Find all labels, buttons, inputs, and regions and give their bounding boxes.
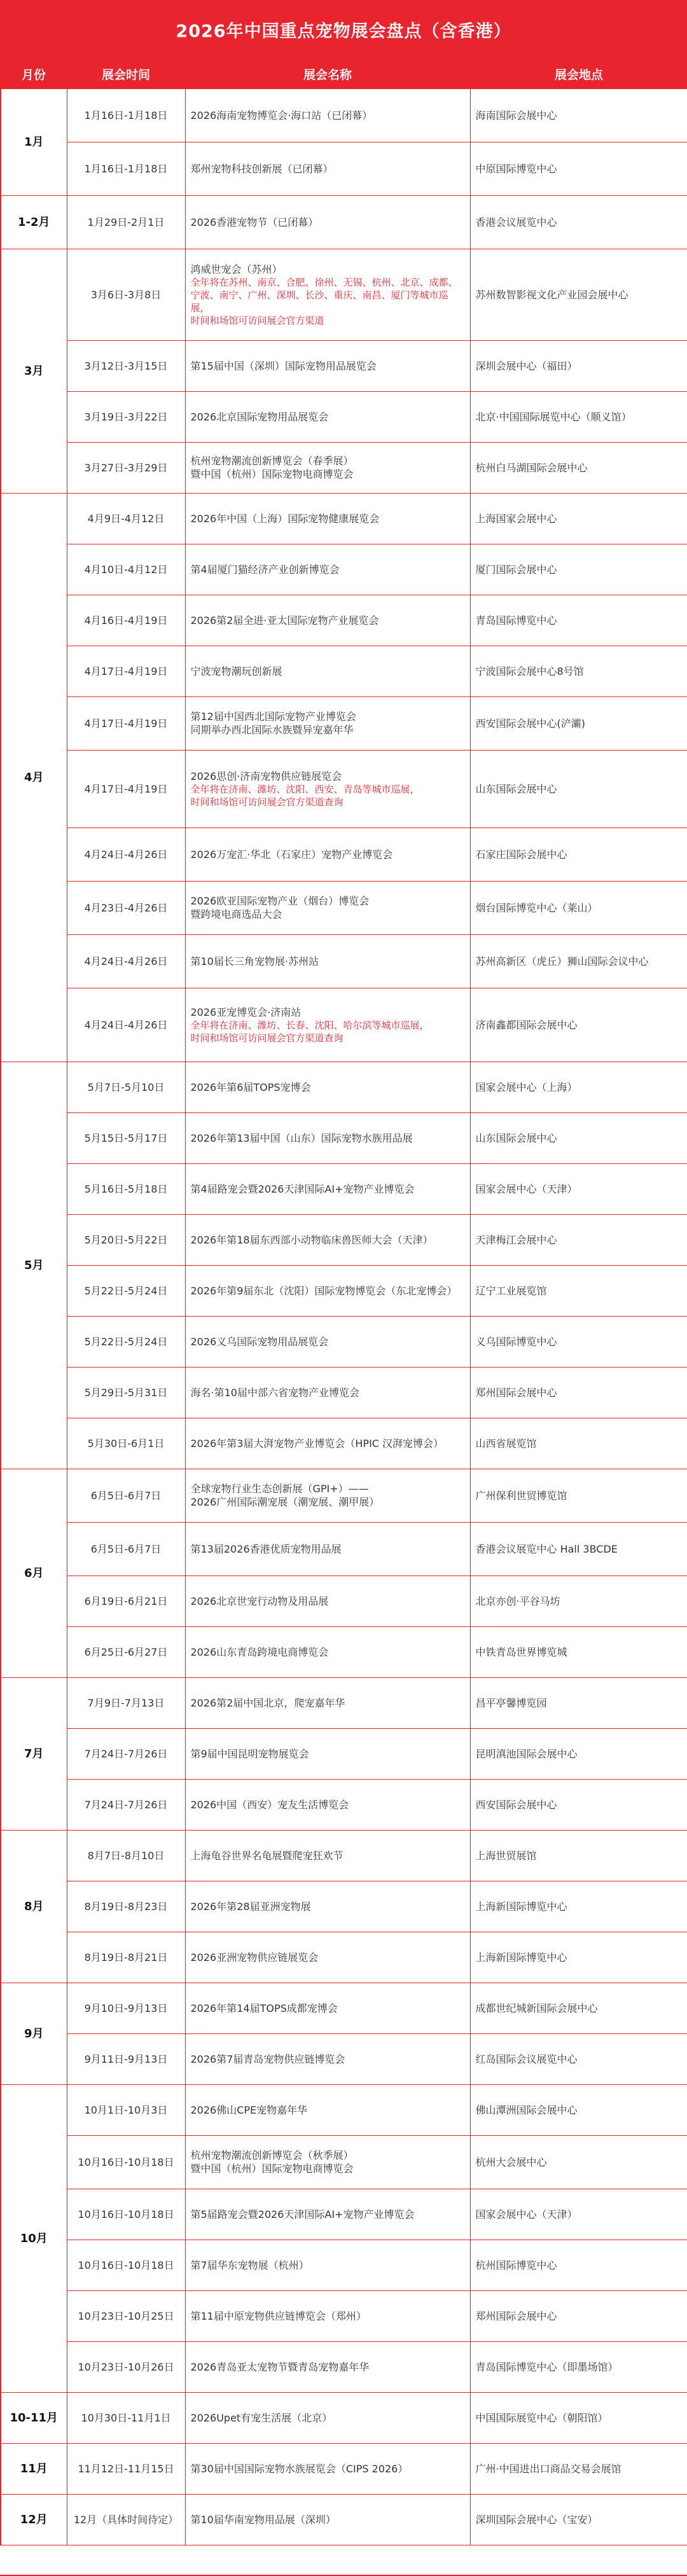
expo-table-container — [0, 59, 687, 2545]
expo-name-cell — [185, 1830, 470, 1881]
table-row — [1, 88, 687, 142]
tour-note: 全年将在苏州、南京、合肥、徐州、无锡、杭州、北京、成都、宁波、南宁、广州、深圳、长沙、重庆、南昌、厦门等城市巡展， — [190, 276, 458, 314]
table-row — [1, 1522, 687, 1575]
date-cell: 5月16日-5月18日 — [67, 1163, 185, 1214]
date-cell: 7月24日-7月26日 — [67, 1728, 185, 1779]
expo-name-cell — [185, 595, 470, 646]
expo-name-line: 暨中国（杭州）国际宠物电商博览会 — [190, 2163, 354, 2175]
venue-cell: 烟台国际博览中心（莱山） — [470, 881, 687, 934]
table-row — [1, 2443, 687, 2494]
expo-name-line: 杭州宠物潮流创新博览会（秋季展） — [190, 2149, 354, 2161]
expo-name-line: 第5届路宠会暨2026天津国际AI+宠物产业博览会 — [190, 2208, 415, 2220]
table-row — [1, 1062, 687, 1112]
expo-name-cell — [185, 1575, 470, 1626]
table-row — [1, 750, 687, 828]
expo-name-line: 第7届华东宠物展（杭州） — [190, 2259, 309, 2271]
venue-cell: 山西省展览馆 — [470, 1418, 687, 1469]
expo-name-line: 2026欧亚国际宠物产业（烟台）博览会 — [190, 895, 370, 907]
expo-name-cell — [185, 1881, 470, 1932]
expo-name-line: 上海龟谷世界名龟展暨爬宠狂欢节 — [190, 1849, 344, 1862]
expo-name-cell — [185, 2135, 470, 2189]
expo-name-cell — [185, 1214, 470, 1265]
header-venue: 展会地点 — [470, 59, 687, 88]
table-row — [1, 195, 687, 249]
venue-cell: 宁波国际会展中心8号馆 — [470, 646, 687, 696]
date-cell: 5月15日-5月17日 — [67, 1112, 185, 1163]
expo-name-line: 第4届厦门猫经济产业创新博览会 — [190, 563, 340, 576]
expo-name-cell — [185, 391, 470, 442]
expo-name-line: 2026第2届全进·亚太国际宠物产业展览会 — [190, 614, 379, 627]
date-cell: 8月7日-8月10日 — [67, 1830, 185, 1881]
table-row — [1, 1112, 687, 1163]
venue-cell: 深圳会展中心（福田） — [470, 340, 687, 391]
expo-name-cell — [185, 1367, 470, 1418]
table-row — [1, 1983, 687, 2033]
date-cell: 4月9日-4月12日 — [67, 493, 185, 544]
date-cell: 6月5日-6月7日 — [67, 1522, 185, 1575]
date-cell: 5月22日-5月24日 — [67, 1265, 185, 1316]
venue-cell: 辽宁工业展览馆 — [470, 1265, 687, 1316]
venue-cell: 济南鑫都国际会展中心 — [470, 988, 687, 1062]
expo-name-cell — [185, 442, 470, 493]
expo-name-cell — [185, 340, 470, 391]
table-row — [1, 1626, 687, 1677]
table-row — [1, 1214, 687, 1265]
tour-note: 全年将在济南、潍坊、沈阳、西安、青岛等城市巡展， — [190, 783, 420, 795]
expo-name-line: 2026香港宠物节（已闭幕） — [190, 216, 319, 228]
date-cell: 5月20日-5月22日 — [67, 1214, 185, 1265]
date-cell: 4月23日-4月26日 — [67, 881, 185, 934]
month-cell: 3月 — [1, 249, 67, 493]
table-row — [1, 696, 687, 750]
venue-cell: 中国国际展览中心（朝阳馆） — [470, 2392, 687, 2443]
expo-name-line: 同期举办西北国际水族暨异宠嘉年华 — [190, 724, 354, 736]
table-row — [1, 1163, 687, 1214]
expo-name-line: 2026万宠汇·华北（石家庄）宠物产业博览会 — [190, 848, 393, 861]
venue-cell: 成都世纪城新国际会展中心 — [470, 1983, 687, 2033]
table-row — [1, 391, 687, 442]
date-cell: 3月12日-3月15日 — [67, 340, 185, 391]
expo-name-cell — [185, 544, 470, 595]
table-row — [1, 2341, 687, 2392]
date-cell: 6月19日-6月21日 — [67, 1575, 185, 1626]
table-row — [1, 142, 687, 195]
table-row — [1, 2290, 687, 2341]
expo-name-line: 第12届中国西北国际宠物产业博览会 — [190, 710, 356, 723]
expo-name-line: 海名·第10届中部六省宠物产业博览会 — [190, 1386, 359, 1399]
table-row — [1, 2135, 687, 2189]
table-row — [1, 2494, 687, 2545]
month-cell: 1-2月 — [1, 195, 67, 249]
date-cell: 4月10日-4月12日 — [67, 544, 185, 595]
expo-name-line: 郑州宠物科技创新展（已闭幕） — [190, 162, 333, 175]
date-cell: 5月22日-5月24日 — [67, 1316, 185, 1367]
expo-name-line: 第9届中国昆明宠物展览会 — [190, 1747, 309, 1760]
venue-cell: 香港会议展览中心 — [470, 195, 687, 249]
date-cell: 4月17日-4月19日 — [67, 750, 185, 828]
expo-name-line: 2026海南宠物博览会·海口站（已闭幕） — [190, 109, 373, 121]
venue-cell: 郑州国际会展中心 — [470, 1367, 687, 1418]
venue-cell: 杭州国际博览中心 — [470, 2240, 687, 2290]
date-cell: 6月25日-6月27日 — [67, 1626, 185, 1677]
venue-cell: 石家庄国际会展中心 — [470, 828, 687, 881]
expo-name-line: 2026亚宠博览会·济南站 — [190, 1006, 302, 1018]
table-row — [1, 1881, 687, 1932]
table-row — [1, 1677, 687, 1728]
venue-cell: 昌平亭馨博览园 — [470, 1677, 687, 1728]
date-cell: 7月24日-7月26日 — [67, 1779, 185, 1830]
expo-name-line: 2026山东青岛跨境电商博览会 — [190, 1645, 329, 1658]
tour-note: 时间和场馆可访问展会官方渠道查询 — [190, 796, 344, 808]
expo-name-line: 2026年第9届东北（沈阳）国际宠物博览会（东北宠博会） — [190, 1284, 457, 1297]
date-cell: 1月16日-1月18日 — [67, 88, 185, 142]
venue-cell: 国家会展中心（上海） — [470, 1062, 687, 1112]
date-cell: 1月16日-1月18日 — [67, 142, 185, 195]
expo-name-line: 2026年第18届东西部小动物临床兽医师大会（天津） — [190, 1233, 433, 1246]
venue-cell: 厦门国际会展中心 — [470, 544, 687, 595]
venue-cell: 西安国际会展中心 — [470, 1779, 687, 1830]
date-cell: 7月9日-7月13日 — [67, 1677, 185, 1728]
month-cell: 10月 — [1, 2084, 67, 2392]
table-row — [1, 1265, 687, 1316]
expo-name-cell — [185, 1418, 470, 1469]
expo-name-line: 2026年第6届TOPS宠博会 — [190, 1081, 311, 1093]
expo-name-cell — [185, 1983, 470, 2033]
expo-name-cell — [185, 1677, 470, 1728]
expo-name-line: 全球宠物行业生态创新展（GPI+）—— — [190, 1483, 369, 1495]
table-body — [1, 88, 687, 2545]
expo-name-cell — [185, 646, 470, 696]
month-cell: 5月 — [1, 1062, 67, 1469]
venue-cell: 青岛国际博览中心（即墨场馆） — [470, 2341, 687, 2392]
month-cell: 12月 — [1, 2494, 67, 2545]
expo-name-cell — [185, 2189, 470, 2240]
expo-name-line: 第4届路宠会暨2026天津国际AI+宠物产业博览会 — [190, 1182, 415, 1195]
expo-name-cell — [185, 2240, 470, 2290]
month-cell: 10-11月 — [1, 2392, 67, 2443]
expo-name-cell — [185, 142, 470, 195]
venue-cell: 深圳国际会展中心（宝安） — [470, 2494, 687, 2545]
expo-name-line: 第30届中国国际宠物水族展览会（CIPS 2026） — [190, 2462, 408, 2475]
expo-name-cell — [185, 2084, 470, 2135]
table-header-row — [1, 59, 687, 88]
expo-name-line: 鸿威世宠会（苏州） — [190, 263, 282, 275]
date-cell: 4月24日-4月26日 — [67, 828, 185, 881]
venue-cell: 苏州高新区（虎丘）狮山国际会议中心 — [470, 934, 687, 988]
date-cell: 5月7日-5月10日 — [67, 1062, 185, 1112]
expo-name-cell — [185, 1265, 470, 1316]
expo-name-line: 宁波宠物潮玩创新展 — [190, 665, 282, 677]
date-cell: 8月19日-8月21日 — [67, 1932, 185, 1983]
table-row — [1, 1367, 687, 1418]
venue-cell: 青岛国际博览中心 — [470, 595, 687, 646]
expo-name-line: 第15届中国（深圳）国际宠物用品展览会 — [190, 359, 377, 372]
table-row — [1, 595, 687, 646]
expo-name-cell — [185, 2290, 470, 2341]
expo-name-line: 2026广州国际潮宠展（潮宠展、潮甲展） — [190, 1496, 380, 1508]
expo-name-cell — [185, 2392, 470, 2443]
date-cell: 5月29日-5月31日 — [67, 1367, 185, 1418]
table-row — [1, 544, 687, 595]
table-row — [1, 2084, 687, 2135]
expo-name-line: 2026第2届中国北京，爬宠嘉年华 — [190, 1696, 345, 1709]
date-cell: 10月23日-10月26日 — [67, 2341, 185, 2392]
expo-name-cell — [185, 2494, 470, 2545]
table-row — [1, 1728, 687, 1779]
venue-cell: 义乌国际博览中心 — [470, 1316, 687, 1367]
table-row — [1, 1932, 687, 1983]
venue-cell: 上海世贸展馆 — [470, 1830, 687, 1881]
venue-cell: 上海国家会展中心 — [470, 493, 687, 544]
expo-name-cell — [185, 1316, 470, 1367]
date-cell: 5月30日-6月1日 — [67, 1418, 185, 1469]
venue-cell: 杭州大会展中心 — [470, 2135, 687, 2189]
table-row — [1, 2189, 687, 2240]
tour-note: 时间和场馆可访问展会官方渠道 — [190, 314, 324, 326]
table-row — [1, 934, 687, 988]
expo-name-line: 2026义乌国际宠物用品展览会 — [190, 1335, 329, 1348]
expo-name-line: 第10届长三角宠物展·苏州站 — [190, 955, 319, 967]
expo-name-cell — [185, 828, 470, 881]
date-cell: 10月16日-10月18日 — [67, 2135, 185, 2189]
expo-name-line: 2026年第28届亚洲宠物展 — [190, 1900, 311, 1913]
table-row — [1, 646, 687, 696]
expo-name-cell — [185, 750, 470, 828]
date-cell: 6月5日-6月7日 — [67, 1469, 185, 1522]
expo-name-cell — [185, 2341, 470, 2392]
expo-name-cell — [185, 1112, 470, 1163]
venue-cell: 中铁青岛世界博览城 — [470, 1626, 687, 1677]
venue-cell: 中原国际博览中心 — [470, 142, 687, 195]
expo-table — [0, 59, 687, 2545]
date-cell: 3月6日-3月8日 — [67, 249, 185, 340]
venue-cell: 郑州国际会展中心 — [470, 2290, 687, 2341]
header-date: 展会时间 — [67, 59, 185, 88]
expo-name-line: 2026第7届青岛宠物供应链博览会 — [190, 2053, 345, 2065]
expo-name-cell — [185, 1522, 470, 1575]
date-cell: 11月12日-11月15日 — [67, 2443, 185, 2494]
table-row — [1, 2392, 687, 2443]
venue-cell: 西安国际会展中心(浐灞) — [470, 696, 687, 750]
expo-name-cell — [185, 1932, 470, 1983]
expo-name-cell — [185, 195, 470, 249]
expo-name-line: 2026年第3届大湃宠物产业博览会（HPIC 汉湃宠博会） — [190, 1437, 444, 1450]
table-row — [1, 828, 687, 881]
date-cell: 4月17日-4月19日 — [67, 646, 185, 696]
date-cell: 4月16日-4月19日 — [67, 595, 185, 646]
expo-name-line: 2026中国（西安）宠友生活博览会 — [190, 1798, 349, 1811]
month-cell: 7月 — [1, 1677, 67, 1830]
venue-cell: 佛山潭洲国际会展中心 — [470, 2084, 687, 2135]
date-cell: 10月23日-10月25日 — [67, 2290, 185, 2341]
date-cell: 9月10日-9月13日 — [67, 1983, 185, 2033]
venue-cell: 上海新国际博览中心 — [470, 1881, 687, 1932]
date-cell: 4月24日-4月26日 — [67, 988, 185, 1062]
header-month: 月份 — [1, 59, 67, 88]
expo-name-line: 2026年中国（上海）国际宠物健康展览会 — [190, 512, 380, 525]
table-row — [1, 2240, 687, 2290]
expo-name-cell — [185, 249, 470, 340]
expo-name-line: 2026北京国际宠物用品展览会 — [190, 410, 329, 423]
expo-name-cell — [185, 1163, 470, 1214]
date-cell: 10月30日-11月1日 — [67, 2392, 185, 2443]
expo-name-line: 2026Upet有宠生活展（北京） — [190, 2411, 333, 2424]
venue-cell: 红岛国际会议展览中心 — [470, 2033, 687, 2084]
table-row — [1, 881, 687, 934]
expo-name-line: 暨跨境电商选品大会 — [190, 908, 282, 920]
date-cell: 3月27日-3月29日 — [67, 442, 185, 493]
date-cell: 3月19日-3月22日 — [67, 391, 185, 442]
expo-name-line: 第11届中原宠物供应链博览会（郑州） — [190, 2309, 366, 2322]
month-cell: 1月 — [1, 88, 67, 195]
table-row — [1, 1779, 687, 1830]
month-cell: 4月 — [1, 493, 67, 1062]
table-row — [1, 249, 687, 340]
expo-name-cell — [185, 2443, 470, 2494]
table-row — [1, 340, 687, 391]
table-row — [1, 988, 687, 1062]
date-cell: 10月16日-10月18日 — [67, 2189, 185, 2240]
venue-cell: 山东国际会展中心 — [470, 750, 687, 828]
table-row — [1, 493, 687, 544]
venue-cell: 北京·中国国际展览中心（顺义馆） — [470, 391, 687, 442]
expo-name-line: 第13届2026香港优质宠物用品展 — [190, 1542, 342, 1555]
expo-name-cell — [185, 934, 470, 988]
expo-name-cell — [185, 1728, 470, 1779]
expo-name-cell — [185, 2033, 470, 2084]
expo-name-cell — [185, 696, 470, 750]
venue-cell: 苏州数智影视文化产业园会展中心 — [470, 249, 687, 340]
venue-cell: 杭州白马湖国际会展中心 — [470, 442, 687, 493]
table-row — [1, 1830, 687, 1881]
expo-name-line: 2026亚洲宠物供应链展览会 — [190, 1951, 319, 1963]
venue-cell: 天津梅江会展中心 — [470, 1214, 687, 1265]
expo-name-line: 2026佛山CPE宠物嘉年华 — [190, 2103, 308, 2116]
date-cell: 10月1日-10月3日 — [67, 2084, 185, 2135]
table-row — [1, 442, 687, 493]
venue-cell: 广州·中国进出口商品交易会展馆 — [470, 2443, 687, 2494]
date-cell: 4月17日-4月19日 — [67, 696, 185, 750]
expo-name-cell — [185, 881, 470, 934]
month-cell: 9月 — [1, 1983, 67, 2084]
venue-cell: 国家会展中心（天津） — [470, 1163, 687, 1214]
table-row — [1, 1575, 687, 1626]
venue-cell: 国家会展中心（天津） — [470, 2189, 687, 2240]
expo-name-line: 2026北京世宠行动物及用品展 — [190, 1595, 329, 1607]
venue-cell: 香港会议展览中心 Hall 3BCDE — [470, 1522, 687, 1575]
date-cell: 12月（具体时间待定） — [67, 2494, 185, 2545]
date-cell: 4月24日-4月26日 — [67, 934, 185, 988]
table-row — [1, 2033, 687, 2084]
venue-cell: 海南国际会展中心 — [470, 88, 687, 142]
expo-name-line: 2026年第13届中国（山东）国际宠物水族用品展 — [190, 1132, 413, 1144]
expo-name-line: 2026思创·济南宠物供应链展览会 — [190, 770, 342, 782]
date-cell: 1月29日-2月1日 — [67, 195, 185, 249]
expo-name-line: 2026年第14届TOPS成都宠博会 — [190, 2002, 338, 2014]
venue-cell: 上海新国际博览中心 — [470, 1932, 687, 1983]
tour-note: 时间和场馆可访问展会官方渠道查询 — [190, 1032, 344, 1044]
date-cell: 8月19日-8月23日 — [67, 1881, 185, 1932]
header-name: 展会名称 — [185, 59, 470, 88]
expo-name-cell — [185, 493, 470, 544]
month-cell: 11月 — [1, 2443, 67, 2494]
page-title: 2026年中国重点宠物展会盘点（含香港） — [0, 0, 687, 59]
month-cell: 8月 — [1, 1830, 67, 1983]
expo-name-cell — [185, 1779, 470, 1830]
expo-name-cell — [185, 988, 470, 1062]
expo-name-line: 暨中国（杭州）国际宠物电商博览会 — [190, 468, 354, 480]
table-row — [1, 1316, 687, 1367]
venue-cell: 昆明滇池国际会展中心 — [470, 1728, 687, 1779]
date-cell: 9月11日-9月13日 — [67, 2033, 185, 2084]
expo-name-line: 第10届华南宠物用品展（深圳） — [190, 2513, 336, 2526]
expo-name-line: 杭州宠物潮流创新博览会（春季展） — [190, 455, 354, 467]
expo-name-cell — [185, 88, 470, 142]
venue-cell: 广州保利世贸博览馆 — [470, 1469, 687, 1522]
table-row — [1, 1469, 687, 1522]
venue-cell: 山东国际会展中心 — [470, 1112, 687, 1163]
expo-name-cell — [185, 1062, 470, 1112]
venue-cell: 北京亦创·平谷马坊 — [470, 1575, 687, 1626]
expo-name-cell — [185, 1469, 470, 1522]
expo-name-line: 2026青岛亚太宠物节暨青岛宠物嘉年华 — [190, 2360, 370, 2373]
date-cell: 10月16日-10月18日 — [67, 2240, 185, 2290]
expo-name-cell — [185, 1626, 470, 1677]
tour-note: 全年将在济南、潍坊、长春、沈阳、哈尔滨等城市巡展， — [190, 1019, 429, 1031]
month-cell: 6月 — [1, 1469, 67, 1677]
table-row — [1, 1418, 687, 1469]
